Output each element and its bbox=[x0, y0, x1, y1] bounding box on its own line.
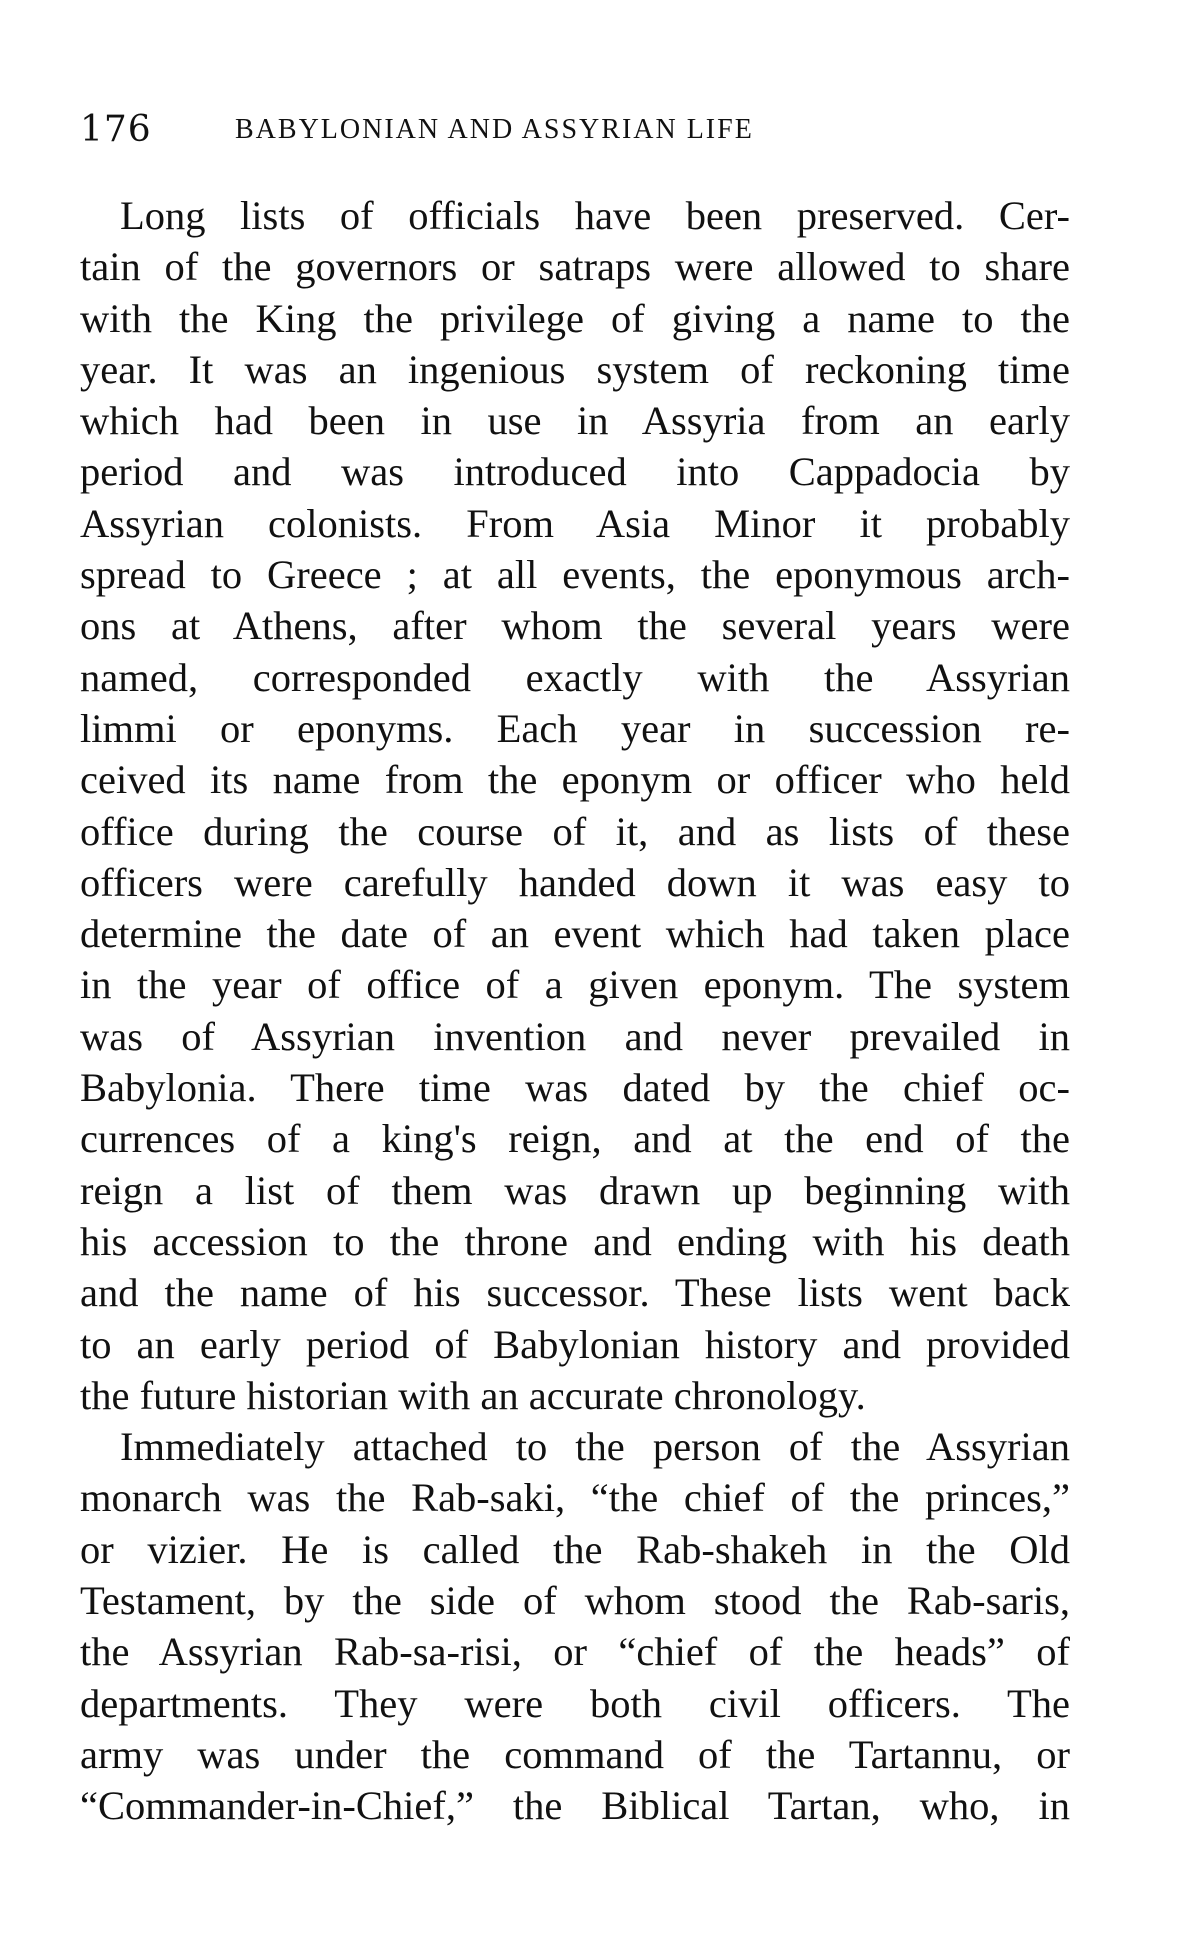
text-line: Immediately attached to the person of the Assyrian bbox=[120, 1424, 1070, 1470]
text-line: was of Assyrian invention and never prevailed in bbox=[80, 1013, 1070, 1059]
text-line: year. It was an ingenious system of reckoning time bbox=[80, 346, 1070, 392]
text-line: army was under the command of the Tartannu, or bbox=[80, 1731, 1070, 1777]
text-line: determine the date of an event which had taken place bbox=[80, 911, 1070, 957]
text-line: or vizier. He is called the Rab-shakeh in the Old bbox=[80, 1526, 1070, 1572]
text-line: tain of the governors or satraps were allowed to share bbox=[80, 244, 1070, 290]
text-line: officers were carefully handed down it was easy to bbox=[80, 859, 1070, 905]
text-line: ons at Athens, after whom the several years were bbox=[80, 603, 1070, 649]
text-line: the future historian with an accurate chronology. bbox=[80, 1372, 866, 1418]
text-line: to an early period of Babylonian history and provided bbox=[80, 1321, 1070, 1367]
text-line: Babylonia. There time was dated by the chief oc- bbox=[80, 1065, 1070, 1111]
text-line: Testament, by the side of whom stood the Rab-saris, bbox=[80, 1578, 1070, 1624]
page-number: 176 bbox=[80, 109, 152, 150]
text-line: period and was introduced into Cappadocia by bbox=[80, 449, 1070, 495]
running-title: BABYLONIAN AND ASSYRIAN LIFE bbox=[235, 114, 754, 145]
text-line: currences of a king's reign, and at the end of the bbox=[80, 1116, 1070, 1162]
text-line: spread to Greece ; at all events, the eponymous arch- bbox=[80, 552, 1070, 598]
text-line: his accession to the throne and ending with his death bbox=[80, 1218, 1070, 1264]
running-head bbox=[80, 108, 1070, 152]
text-line: limmi or eponyms. Each year in succession re- bbox=[80, 705, 1070, 751]
text-line: “Commander-in-Chief,” the Biblical Tartan, who, in bbox=[80, 1783, 1070, 1829]
text-line: ceived its name from the eponym or officer who held bbox=[80, 757, 1070, 803]
text-line: departments. They were both civil officers. The bbox=[80, 1680, 1070, 1726]
text-line: in the year of office of a given eponym. The system bbox=[80, 962, 1070, 1008]
body-text bbox=[80, 190, 1070, 1832]
text-line: named, corresponded exactly with the Assyrian bbox=[80, 654, 1070, 700]
text-line: Assyrian colonists. From Asia Minor it probably bbox=[80, 500, 1070, 546]
text-line: monarch was the Rab-saki, “the chief of the princes,” bbox=[80, 1475, 1070, 1521]
text-line: Long lists of officials have been preserved. Cer- bbox=[120, 193, 1070, 238]
text-line: and the name of his successor. These lists went back bbox=[80, 1270, 1070, 1316]
text-line: reign a list of them was drawn up beginning with bbox=[80, 1167, 1070, 1213]
text-line: the Assyrian Rab-sa-risi, or “chief of the heads” of bbox=[80, 1629, 1070, 1675]
text-line: with the King the privilege of giving a name to the bbox=[80, 295, 1070, 341]
text-line: office during the course of it, and as lists of these bbox=[80, 808, 1070, 854]
text-line: which had been in use in Assyria from an early bbox=[80, 398, 1070, 444]
